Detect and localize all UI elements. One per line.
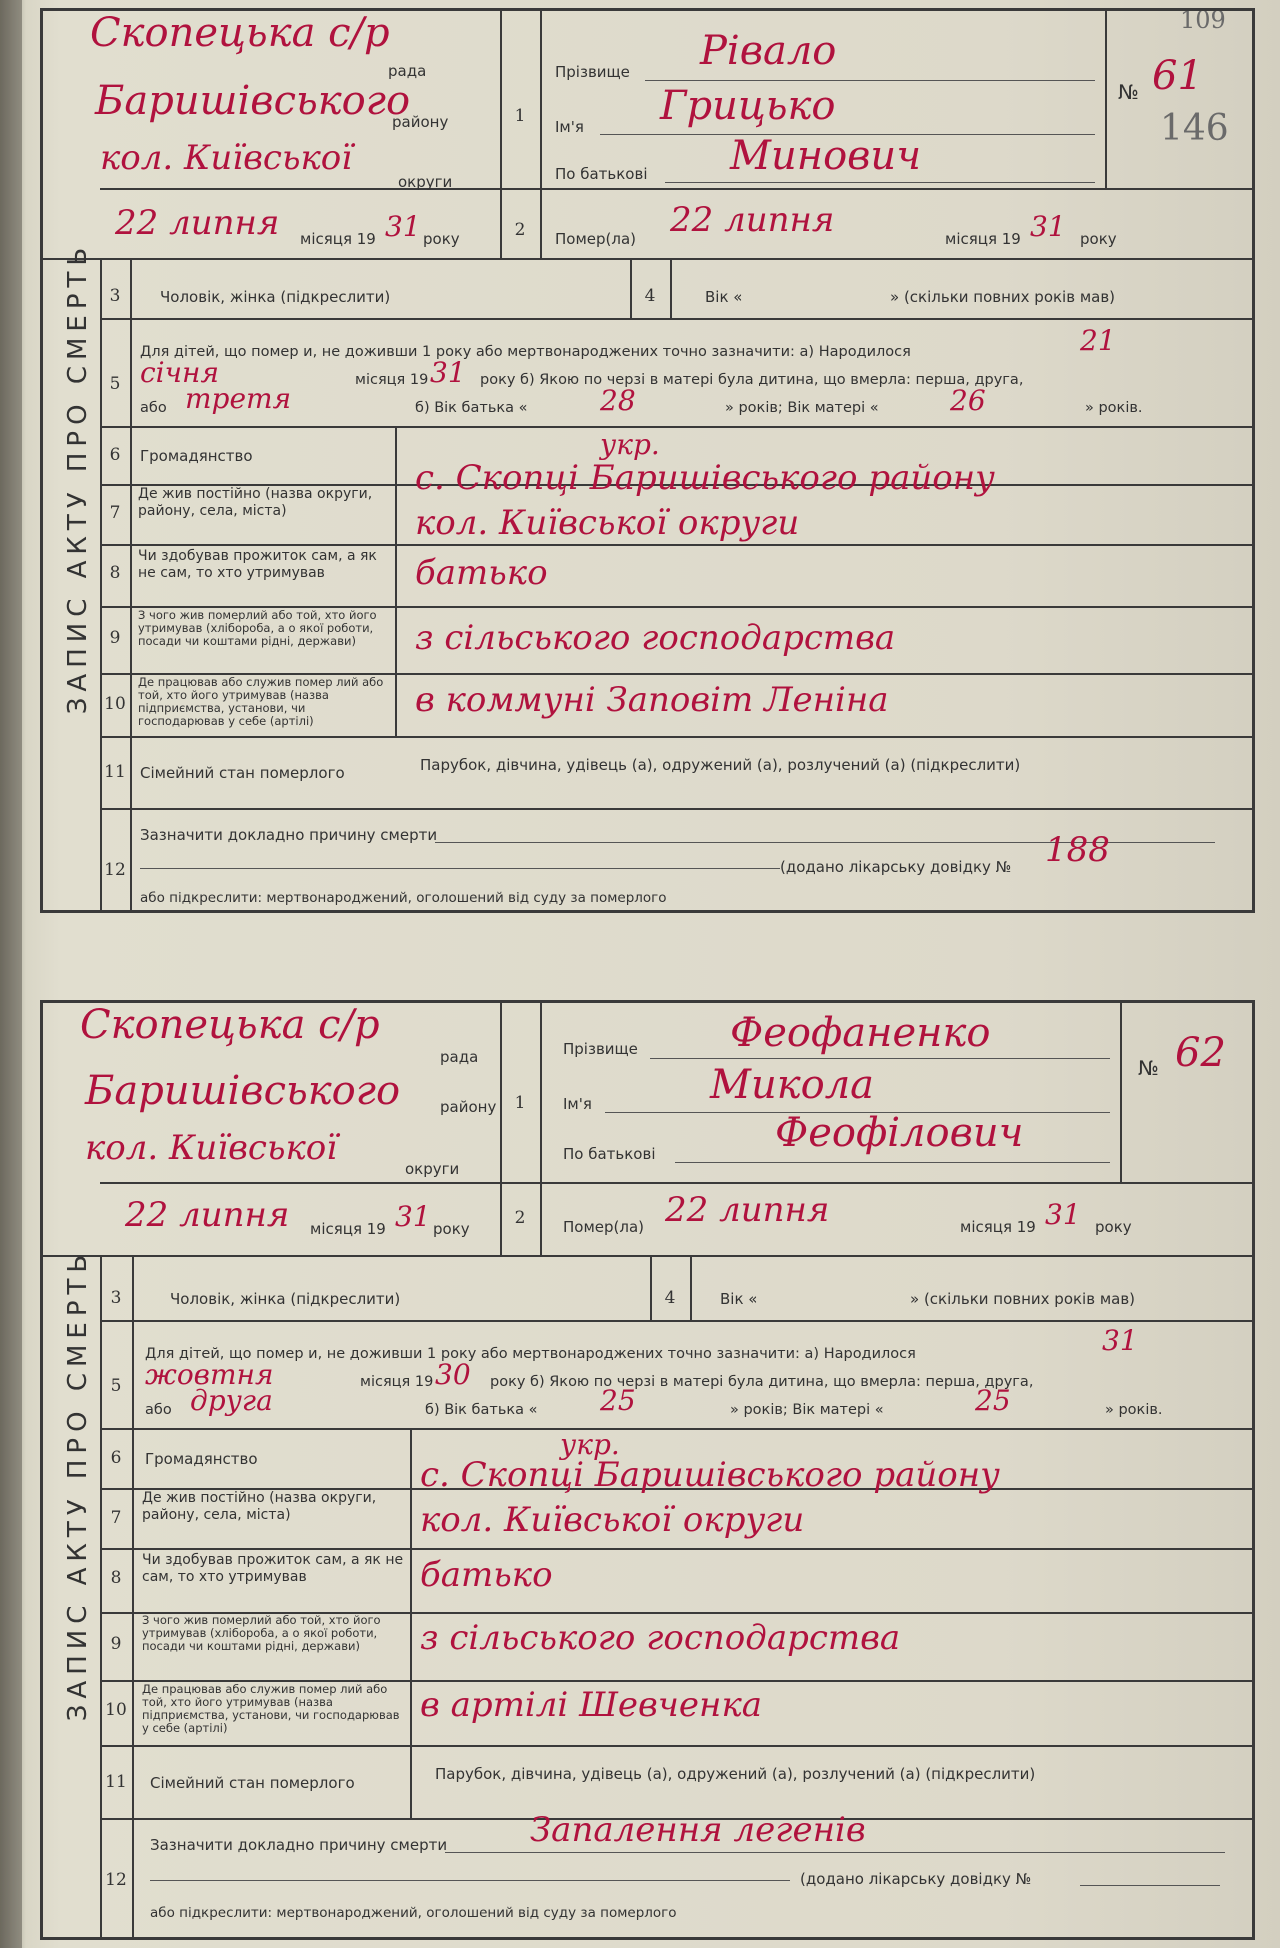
- okruha-value: кол. Київської: [100, 138, 353, 178]
- residence-line2: кол. Київської округи: [415, 503, 800, 543]
- work-value: в артілі Шевченка: [420, 1685, 763, 1725]
- citizenship-value: укр.: [600, 428, 660, 461]
- born-month-value: жовтня: [145, 1358, 274, 1391]
- name-value: Грицько: [660, 83, 836, 129]
- born-month-value: січня: [140, 356, 220, 389]
- citizenship-value: укр.: [560, 1428, 620, 1461]
- reg-year-value: 31: [395, 1200, 431, 1233]
- sex-field: Чоловік, жінка (підкреслити): [170, 1290, 401, 1308]
- vertical-title: ЗАПИС АКТУ ПРО СМЕРТЬ: [63, 241, 94, 715]
- residence-line1: с. Скопці Баришівського району: [415, 458, 995, 498]
- work-value: в коммуні Заповіт Леніна: [415, 680, 889, 720]
- surname-value: Рівало: [700, 28, 837, 74]
- reg-date-value: 22 липня: [125, 1195, 290, 1235]
- father-age-value: 25: [600, 1384, 636, 1417]
- patronymic-value: Феофілович: [775, 1110, 1024, 1156]
- supporter-value: батько: [420, 1555, 553, 1595]
- surname-value: Феофаненко: [730, 1010, 991, 1056]
- marital-options: Парубок, дівчина, удівець (а), одружений (а), розлучений (а) (підкреслити): [435, 1765, 1036, 1783]
- certificate-number: 188: [1045, 830, 1110, 870]
- death-date-value: 22 липня: [670, 200, 835, 240]
- born-day-value: 21: [1080, 324, 1116, 357]
- rayon-value: Баришівського: [95, 78, 411, 124]
- death-record-card-62: ЗАПИС АКТУ ПРО СМЕРТЬ Скопецька с/р рада Баришівського району кол. Київської округи 22 липня місяця 19 31 року 1 2 Прізвище Феофаненко Ім'я Микола По батькові Феофілович № 62 Помер(ла) 22 липня місяця 19 31 року 3 Чоловік, жінка (підкреслити) 4 Вік « » (скільки повних років мав) 5 Для дітей, що помер и, не доживши 1 року або мертвонароджених точно зазначити: а) Народилося 31 жовтня місяця 19 30 року б) Якою по черзі в матері була дитина, що вмерла: перша, друга, або друга б) Вік батька « 25 » років; Вік матері « 25 » років. 6 Громадянство укр. 7 Де жив постійно (назва округи, району, села, міста) с. Скопці Баришівського району кол. Київської округи 8 Чи здобував прожиток сам, а як не сам, то хто утримував батько 9 З чого жив померлий або той, хто його утримував (хлібороба, а о якої роботи, посади чи коштами рідні, держави) з сільського господарства 10 Де працював або служив помер лий або той, хто його утримував (назва підприємства, установи, чи господарював у себе (артілі) в артілі Шевченка 11 Сімейний стан померлого Парубок, дівчина, удівець (а), одружений (а), розлучений (а) (підкреслити) 12 Зазначити докладно причину смерти Запалення легенів (додано лікарську довідку № або підкреслити: мертвонароджений, оголошений від суду за померлого: [40, 1000, 1255, 1940]
- death-year-value: 31: [1030, 210, 1066, 243]
- residence-line2: кол. Київської округи: [420, 1500, 805, 1540]
- born-year-value: 30: [435, 1358, 471, 1391]
- sex-field: Чоловік, жінка (підкреслити): [160, 288, 391, 306]
- patronymic-value: Минович: [730, 133, 922, 179]
- record-number: 61: [1152, 53, 1203, 99]
- supporter-value: батько: [415, 553, 548, 593]
- born-day-value: 31: [1102, 1324, 1138, 1357]
- born-year-value: 31: [430, 356, 466, 389]
- rada-value: Скопецька с/р: [90, 10, 390, 56]
- income-value: з сільського господарства: [420, 1618, 901, 1658]
- record-number: 62: [1175, 1030, 1226, 1076]
- book-gutter: [0, 0, 22, 1948]
- mother-age-value: 25: [975, 1384, 1011, 1417]
- father-age-value: 28: [600, 384, 636, 417]
- child-order-value: третя: [185, 382, 292, 415]
- page-number: 109: [1180, 6, 1226, 34]
- reg-date-value: 22 липня: [115, 203, 280, 243]
- death-date-value: 22 липня: [665, 1190, 830, 1230]
- name-value: Микола: [710, 1062, 875, 1108]
- rada-value: Скопецька с/р: [80, 1002, 380, 1048]
- death-year-value: 31: [1045, 1198, 1081, 1231]
- okruha-value: кол. Київської: [85, 1128, 338, 1168]
- reg-year-value: 31: [385, 210, 421, 243]
- marital-options: Парубок, дівчина, удівець (а), одружений (а), розлучений (а) (підкреслити): [420, 756, 1021, 774]
- stamp-number: 146: [1160, 108, 1229, 149]
- cause-value: Запалення легенів: [530, 1810, 866, 1850]
- rayon-value: Баришівського: [85, 1068, 401, 1114]
- income-value: з сільського господарства: [415, 618, 896, 658]
- vertical-title: ЗАПИС АКТУ ПРО СМЕРТЬ: [63, 1248, 94, 1722]
- residence-line1: с. Скопці Баришівського району: [420, 1455, 1000, 1495]
- death-record-card-61: ЗАПИС АКТУ ПРО СМЕРТЬ Скопецька с/р рада Баришівського району кол. Київської округи 22 липня місяця 19 31 року 1 2 Прізвище Рівало Ім'я Грицько По батькові Минович № 61 146 Помер(ла) 22 липня місяця 19 31 року 3 Чоловік, жінка (підкреслити) 4 Вік « » (скільки повних років мав) 5 Для дітей, що помер и, не доживши 1 року або мертвонароджених точно зазначити: а) Народилося 21 січня місяця 19 31 року б) Якою по черзі в матері була дитина, що вмерла: перша, друга, або третя б) Вік батька « 28 » років; Вік матері « 26 » років. 6 Громадянство укр. 7 Де жив постійно (назва округи, району, села, міста) с. Скопці Баришівського району кол. Київської округи 8 Чи здобував прожиток сам, а як не сам, то хто утримував батько 9 З чого жив померлий або той, хто його утримував (хлібороба, а о якої роботи, посади чи коштами рідні, держави) з сільського господарства 10 Де працював або служив помер лий або той, хто його утримував (назва підприємства, установи, чи господарював у себе (артілі) в коммуні Заповіт Леніна 11 Сімейний стан померлого Парубок, дівчина, удівець (а), одружений (а), розлучений (а) (підкреслити) 12 Зазначити докладно причину смерти (додано лікарську довідку № 188 або підкреслити: мертвонароджений, оголошений від суду за померлого: [40, 8, 1255, 913]
- child-order-value: друга: [190, 1384, 273, 1417]
- mother-age-value: 26: [950, 384, 986, 417]
